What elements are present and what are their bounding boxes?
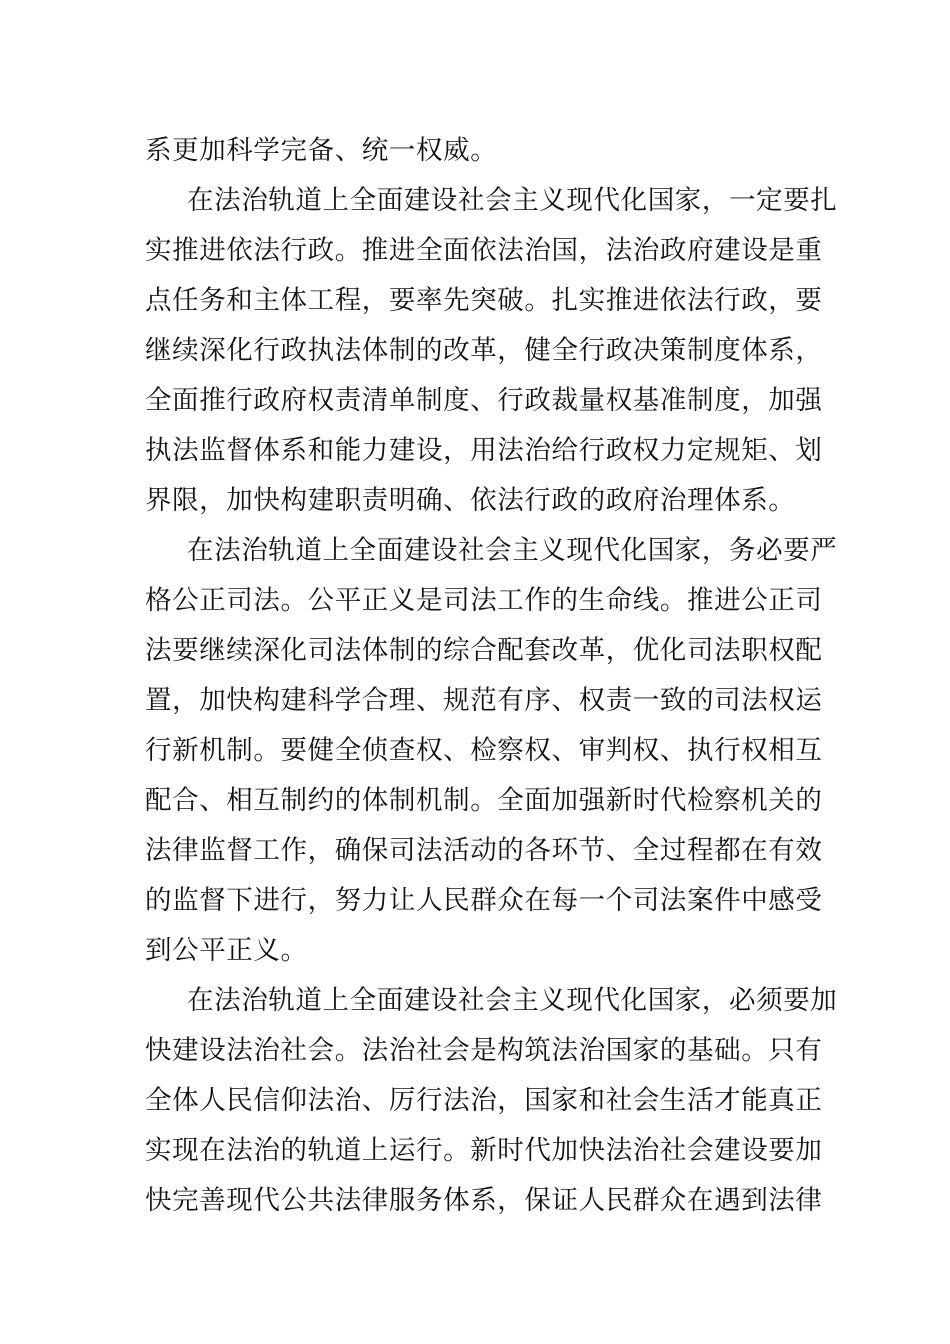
paragraph-line: 点任务和主体工程，要率先突破。扎实推进依法行政，要: [145, 285, 823, 316]
paragraph-line: 实现在法治的轨道上运行。新时代加快法治社会建设要加: [145, 1135, 823, 1166]
paragraph-line: 配合、相互制约的体制机制。全面加强新时代检察机关的: [145, 785, 823, 816]
paragraph-line: 在法治轨道上全面建设社会主义现代化国家，一定要扎: [187, 185, 838, 216]
paragraph-line: 快建设法治社会。法治社会是构筑法治国家的基础。只有: [145, 1035, 823, 1066]
paragraph-line: 的监督下进行，努力让人民群众在每一个司法案件中感受: [145, 885, 823, 916]
paragraph-line: 到公平正义。: [145, 935, 308, 966]
paragraph-line: 界限，加快构建职责明确、依法行政的政府治理体系。: [145, 485, 796, 516]
paragraph-line: 执法监督体系和能力建设，用法治给行政权力定规矩、划: [145, 435, 823, 466]
paragraph-line: 行新机制。要健全侦查权、检察权、审判权、执行权相互: [145, 735, 823, 766]
paragraph-line: 法律监督工作，确保司法活动的各环节、全过程都在有效: [145, 835, 823, 866]
paragraph-line: 格公正司法。公平正义是司法工作的生命线。推进公正司: [145, 585, 823, 616]
paragraph-line: 全面推行政府权责清单制度、行政裁量权基准制度，加强: [145, 385, 823, 416]
paragraph-line: 置，加快构建科学合理、规范有序、权责一致的司法权运: [145, 685, 823, 716]
paragraph-line: 在法治轨道上全面建设社会主义现代化国家，务必要严: [187, 535, 838, 566]
document-body: [145, 126, 838, 1226]
paragraph-line: 系更加科学完备、统一权威。: [145, 135, 498, 166]
paragraph-line: 法要继续深化司法体制的综合配套改革，优化司法职权配: [145, 635, 823, 666]
paragraph-line: 继续深化行政执法体制的改革，健全行政决策制度体系，: [145, 335, 823, 366]
paragraph-line: 实推进依法行政。推进全面依法治国，法治政府建设是重: [145, 235, 823, 266]
paragraph-line: 在法治轨道上全面建设社会主义现代化国家，必须要加: [187, 985, 838, 1016]
paragraph-line: 快完善现代公共法律服务体系，保证人民群众在遇到法律: [145, 1185, 823, 1216]
paragraph-line: 全体人民信仰法治、厉行法治，国家和社会生活才能真正: [145, 1085, 823, 1116]
